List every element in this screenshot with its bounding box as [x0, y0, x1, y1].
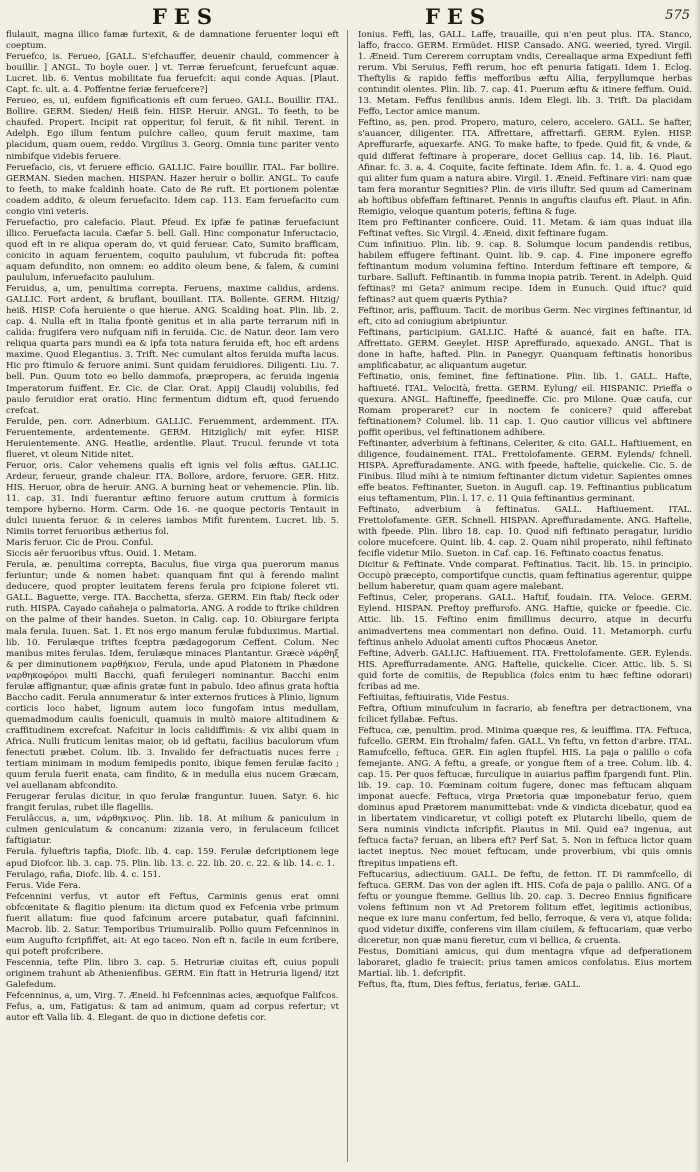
dictionary-entry: Feftinus, Celer, properans. GALL. Haftif, foudain. ITA. Veloce. GERM. Eylend. HISPAN. Preftoy preffurofo. ANG. Haftie, quicke or fpeedie. Cic. Attic. lib. 15. Feftino enim fimillimus decurro, atque in decurfu animadvertens mea commentari non defino. Ouid. 11. Metamorph. curfu feftinus anhelo Aduolat amenti cuftos Phocæus Anetor.	[358, 593, 692, 648]
dictionary-entry: Feruidus, a, um, penultima correpta. Feruens, maxime calidus, ardens. GALLIC. Fort ardent, & bruflant, bouillant. ITA. Bollente. GERM. Hitzig/ heiß. HISP. Cofa heruiente o que hierue. ANG. Scalding hoat. Plin. lib. 2. cap. 4. Nulla eft in Italia fpontè genitus et in alia parte terrarum nifi in calida: frugifera vero nufquam nifi in feruida. Cic. de Natur. deor. Iam vero reliqua quarta pars mundi ea & ipfa tota natura feruida eft, hoc eft ardens maxime. Quod Elegantius. 3. Trift. Nec cumulant altos feruida mufta lacus. Hic pro ftimulo & feruore animi. Sunt quidam feruidiores. Diligenti. Liu. 7. bell. Pun. Quum toto eo bello dammofa, præpropera, ac feruida ingenia Imperatorum fuiffent. Er. Cic. de Clar. Orat. Appij Claudij volubilis, fed paulo feruidior erat oratio. Hinc fermentum didtum eft, quod feruendo crefcat.	[6, 284, 339, 416]
dictionary-entry: Feftinatio, onis, feminet, fine feftinatione. Plin. lib. 1. GALL. Hafte, haftiueté. ITAL. Velocità, fretta. GERM. Eylung/ eil. HISPANIC. Prieffa o quexura. ANGL. Haftineffe, fpeedineffe. Cic. pro Milone. Quæ caufa, cur Romam properaret? cur in noctem fe conicere? quid afferebat feftinationem? Columel. lib. 11 cap. 1. Quo cautior villicus vel abftinere poffit operibus, vel feftinationem adhibere.	[358, 372, 692, 438]
dictionary-entry: Ferus. Vide Fera.	[6, 880, 81, 891]
dictionary-entry: Ferulâccus, a, um, νάρθηκινος. Plin. lib. 18. At milium & paniculum in culmen geniculatum & concanum: zizania vero, in ferulaceum fcilicet faftigiatur.	[6, 814, 339, 847]
dictionary-entry: Ferueo, es, ui, eufdem fignificationis eft cum ferueo. GALL. Bouillir. ITAL. Bollire. GERM. Sieden/ Heiß fein. HISP. Heruir. ANGL. To feeth, to be chaufed. Propert. Incipit rat opperitur, fol feruit, & fit nihil. Terent. in Adelph. Ego illum fentum pulchre calleo, quum feruit maxime, tam placidum, quam ouem, reddo. Virgilius 3. Georg. Omnia tunc pariter vento nimbifque videbis feruere.	[6, 96, 339, 162]
dictionary-entry: flulauit, magna illico famæ furtexit, & de damnatione feruenter loqui eft coeptum.	[6, 30, 339, 52]
dictionary-entry: Ferulde, pen. corr. Adnerbium. GALLIC. Feruemment, ardemment. ITA. Feruentemente, ardentemente. GERM. Hitziglich/ mit eyfer. HISP. Heruientemente. ANG. Heatlie, ardentlie. Plaut. Trucul. ferunde vt tota flueret, vt oleum Nitide nitet.	[6, 416, 339, 460]
dictionary-entry: Feftuca, cæ, penultim. prod. Minima quæque res, & leuiffima. ITA. Feftuca, fufcello. GERM. Ein ftrohalm/ fafen. GALL. Vn feftu, vn fetton d'arbre. ITAL. Ramufcello, feftuca. GER. Ein aglen ftupfel. HIS. La paja o palillo o cofa femejante. ANG. A feftu, a greafe, or yongue ftem of a tree. Colum. lib. 4. cap. 15. Per quos feftucæ, furculique in auiarius paffim fpargendi funt. Plin. lib. 19. cap. 10. Fœminam coitum fugere, donec mas feftucam aliquam imponat auecfe. Feftuca, virga Prætoria quæ imponebatur feruo, quem dominus apud Prætorem manumittebat: vnde & vindicta dicebatur, quod ea in libertatem vindicaretur, vt colligi poteft ex Plutarchi libello, quem de Sera numinis vindicta infcripfit. Plautus in Mil. Quid ea? ingenua, aut feftuca facta? feruan, an libera eft? Perf Sat. 5. Non in feftuca lictor quam iactet ineptus. Nec mouet feftucam, unde proverbium, vbi quis omnis ftrepitus impatiens eft.	[358, 725, 692, 869]
dictionary-entry: Ferula, æ. penultima correpta, Baculus, fiue virga qua puerorum manus feriuntur; unde & nomen habet: quanquam fint qui à ferendo malint deducere, quod propter leuitatem ferens ferula pro fcipione foleret vti. GALL. Baguette, verge. ITA. Bacchetta, sferza. GERM. Ein ftab/ fteck oder ruth. HISPA. Cayado cañaheja o palmatoria. ANG. A rodde to ftrike children on the palme of their handes. Sueton. in Calig. cap. 10. Obiurgare feripta mala ferula. Iuuen. Sat. 1. Et nos ergo manum ferulæ fubduximus. Martial. lib. 10. Ferulæque triftes fceptra pædagogorum Ceffent. Colum. Nec manibus mites ferulas. Idem, ferulæque minaces Plantantur. Græcè νάρθηξ & per diminutionem ναρθήκιον, Ferula, unde apud Platonem in Phædone ναρθηκοφόροι multi Bacchi, quafi ferulegeri nominantur. Bacchi enim ferulæ affignantur, quæ afinis gratæ funt in pabulo. Ideo afinus grata hoftia Baccho cadit. Ferula annumeratur & inter externos frutices à Plinio, lignum corticis loco habet, lignum autem loco fungofam intus medullam, quemadmodum caulis foeniculi, quamuis in multò maiore altitudinem & craffitudinem excrefcat. Nafcitur in locis calidiffimis: & vix alibi quam in Africa. Nulli fruticum lenitas maior, ob id geftatu, facilius baculorum vfum fenectuti præbet. Colum. lib. 3. Invalido fer defractuatis nuces ferre ; tertiam minimam in modum femipedis ponito, ibique femen ferulæ facito ; quum ferula fuerit enata, cam findito, & in medulla eius nucem Græcam, vel auellanam abfcondito.	[6, 560, 339, 792]
column-divider	[347, 30, 348, 1162]
dictionary-entry: Dicitur & Feftinate. Vnde comparat. Feftinatius. Tacit. lib. 15. in principio. Occupò præcepto, comportifque cunctis, quam feftinatius agerentur, quippe bellum haberetur, quam quam agere malebant.	[358, 560, 692, 593]
dictionary-entry: Ionius. Feffi, las, GALL. Laffe, trauaille, qui n'en peut plus. ITA. Stanco, laffo, fracco. GERM. Ermüdet. HISP. Cansado. ANG. weeried, tyred. Virgil. 1. Æneid. Tum Cererem corruptam vndis, Cerealiaque arma Expediunt feffi rerum. Vbi Seruius, Feffi rerum, hoc eft penuria fatigati. Idem 1. Eclog. Theftylis & rapido feffis mefforibus æftu Allia, ferpyllumque herbas contundit olentes. Plin. lib. 7. cap. 41. Puerum æftu & itinere feffum. Ouid. 13. Metam. Feffus fenilibus annis. Idem Elegi. lib. 3. Trift. Da placidam Feffo, Lector amice manum.	[358, 30, 692, 118]
dictionary-entry: Feftino, as, pen. prod. Propero, maturo, celero, accelero. GALL. Se hafter, s'auancer, diligenter. ITA. Affrettare, affrettarfi. GERM. Eylen. HISP. Apreffurarfe, aquexarfe. ANG. To make hafte, to fpede. Quid fit, & vnde, & quid differat feftinare à properare, docet Gellius cap. 14, lib. 16. Plaut. Afinar. fc. 3. a. 4. Coquite, facite feftinate. Idem Afin. fc. 1. a. 4. Quod ego qui aliter fum quam a natura abire. Virgil. 1. Æneid. Feftinare viri: nam quæ tam fera morantur Segnities? Plin. de viris illuftr. Sed quum ad Camerinam ab hoftibus obfeffam feftinaret. Pennis in anguftis claufus eft. Plaut. in Afin. Remigio, veloque quantum poteris, feftina & fuge.	[358, 118, 692, 217]
dictionary-entry: Feftinanter, adverbium à feftinans, Celeriter, & cito. GALL. Haftiuement, en diligence, foudainement. ITAL. Frettolofamente. GERM. Eylends/ fchnell. HISPA. Apreffuradamente. ANG. with fpeede, haftelie, quickelie. Cic. 5. de Finibus. Illud mihi à te nimium feftinanter dictum videtur. Sapientes omnes effe beatos. Feftinanter, Sueton. in Augufl. cap. 19. Feftinantius publicatum eius teftamentum, Plin. l. 17. c. 11 Quia feftinantius germinant.	[358, 438, 692, 504]
dictionary-entry: Feftinato, adverbium à feftinatus. GALL. Haftiuement. ITAL. Frettolofamente. GER. Schnell. HISPAN. Apreffuradamente. ANG. Haftelie, with fpeede. Plin. libro 18. cap. 10. Quod nifi feftinato peragatur, luridio colore mucefcere. Quint. lib. 4. cap. 2. Quam nihil properato, nihil feftinato fecifle videtur Milo. Sueton. in Caf. cap. 16. Feftinato coactus fenatus.	[358, 505, 692, 560]
dictionary-entry: Feftiuitas, feftiuiratis, Vide Festus.	[358, 692, 510, 703]
dictionary-entry: Feftinans, participium. GALLIC. Hafté & auancé, fait en hafte. ITA. Affrettato. GERM. Geeylet. HISP. Apreffurado, aquexado. ANGL. That is done in hafte, hafted. Plin. in Panegyr. Quanquam feftinatis honoribus amplificabatur, ac aliquantum augetur.	[358, 328, 692, 372]
right-column	[358, 30, 692, 1162]
dictionary-entry: Siccis aër feruoribus vftus. Ouid. 1. Metam.	[6, 549, 197, 560]
dictionary-entry: Ferula. fylueftris tapfia, Diofc. lib. 4. cap. 159. Ferulæ defcriptionem lege apud Diofcor. lib. 3. cap. 75. Plin. lib. 13. c. 22. lib. 20. c. 22. & lib. 14. c. 1.	[6, 847, 339, 869]
dictionary-entry: Fefcenninus, a, um, Virg. 7. Æneid. hi Fefcenninas acies, æquofque Falifcos.	[6, 991, 339, 1002]
dictionary-entry: Feftra, Oftium minufculum in facrario, ab feneftra per detractionem, vna fcilicet fyllabæ. Feftus.	[358, 703, 692, 725]
running-head-left: FES	[152, 4, 220, 29]
left-column	[6, 30, 339, 1162]
dictionary-entry: Ferugerar ferulas dicitur, in quo ferulæ franguntur. Iuuen. Satyr. 6. hic frangit ferulas, rubet ille flagellis.	[6, 792, 339, 814]
dictionary-entry: Fescennia, tefte Plin. libro 3. cap. 5. Hetruriæ ciuitas eft, cuius populi originem trahunt ab Athenienfibus. GERM. Ein ftatt in Hetruria ligend/ itzt Galefedum.	[6, 957, 339, 991]
dictionary-entry: Maris feruor. Cic de Prou. Conful.	[6, 538, 154, 549]
dictionary-entry: Feftinor, aris, paffiuum. Tacit. de moribus Germ. Nec virgines feftinantur, id eft, cito ad coniugium abripiuntur.	[358, 306, 692, 328]
dictionary-entry: Feruefco, is. Ferueo, [GALL. S'efchauffer, deuenir chauld, commencer à bouillir. ] ANGL. To boyle ouer. ] vt. Terræ feruefcunt, feruefcunt aquæ. Lucret. lib. 6. Ventus mobilitate fua feruefcit: aqui conde Aquas. [Plaut. Capt. fc. ult. a. 4. Poffentne feriæ feruefcere?]	[6, 52, 339, 96]
page-number: 575	[665, 8, 690, 23]
dictionary-entry: Feruefactio, pro calefacio. Plaut. Pfeud. Ex ipfæ fe patinæ feruefaciunt illico. Feruefacta iacula. Cæfar 5. bell. Gall. Hinc componatur Infeructacio, quod eft in re aliqua operam do, vt quid feruear. Cato, Sumito brafficam, conicito in aquam feruentem, coquito paululum, vt fubcruda fit: poftea aquam defundito, non omnem: eo addito oleum bene, & falem, & cumini paululum, inferuefacito paululum.	[6, 217, 339, 284]
dictionary-entry: Feftucarius, adiectiuum. GALL. De feftu, de fetton. IT. Di rammfcello, di feftuca. GERM. Das von der aglen ift. HIS. Cofa de paja o palillo. ANG. Of a feftu or youngue ftemme. Gellius lib. 20. cap. 3. Decreo Ennius fignificare volens feftinum non vt Ad Pretorem folitum effet, legitimis actionibus, neque ex iure manu confertum, fed bello, ferroque, & vera vi, atque folida: quod videtur dixiffe, conferens vim illam ciuilem, & feftucariam, quæ verbo diceretur, non quæ manu fieretur, cum vi bellica, & cruenta.	[358, 869, 692, 946]
running-head-right: FES	[425, 4, 493, 29]
dictionary-entry: Feftine, Adverb. GALLIC. Haftiuement. ITA. Frettolofamente. GER. Eylends. HIS. Apreffurradamente. ANG. Haftelie, quickelie. Cicer. Attic. lib. 5. Si quid forte de comitiis, de Republica (folcs enim tu hæc feftine odorari) fcribas ad me.	[358, 648, 692, 692]
dictionary-entry: Festus, Domitiani amicus, qui dum mentagra vfque ad defperationem laboraret, gladio fe traiecit: prius tamen amicos confolatus. Eius mortem Martial. lib. 1. defcripfit.	[358, 946, 692, 979]
dictionary-entry: Item pro Feftinanter conficere. Ouid. 11. Metam. & iam quas induat illa Feftinat veftes. Sic Virgil. 4. Æneid. dixit feftinare fugam.	[358, 217, 692, 239]
dictionary-entry: Ferulago, rafia, Diofc. lib. 4. c. 151.	[6, 869, 161, 880]
dictionary-entry: Feruor, oris. Calor vehemens qualis eft ignis vel folis æftus. GALLIC. Ardeur, ferueur, grande chaleur. ITA. Bollore, ardore, feruore. GER. Hitz. HIS. Heruor, obra de heruir. ANG. A burning heat or vehemencie. Plin. lib. 11. cap. 31. Indi fuerantur æftino feruore autum cruttum à formicis tempore hyberno. Horm. Carm. Ode 16. -ne quoque pectoris Tentauit in dulci iuuenta feruor. & in celeres iambos Mifit furentem. Lucret. lib. 5. Nimiis torret feruoribus ætherius fol.	[6, 460, 339, 538]
dictionary-entry: Cum infinitiuo. Plin. lib. 9. cap. 8. Solumque locum pandendis retibus, habilem effugere feftinant. Quint. lib. 9. cap. 4. Fine imponere egreffo feftinantum modum volumina feftino. Interdum feftinare eft tempore, & turbare. Salluft. Feftinantib. in fumma inopia patrib. Terent. in Adelph. Quid feftinas? mi Geta? animum recipe. Idem in Eunuch. Quid iftuc? quid feftinas? aut quem quæris Pythia?	[358, 239, 692, 306]
dictionary-entry: Feruefacio, cis, vt feruere efficio. GALLIC. Faire bouillir. ITAL. Far bollire. GERMAN. Sieden machen. HISPAN. Hazer heruir o bollir. ANGL. To caufe to feeth, to make fcaldinh hoate. Cato de Re ruft. Et portionem polentæ coadem addito, & oleum feruefacito. Idem cap. 113. Eam feruefacito cum congio vini veteris.	[6, 162, 339, 217]
page-header	[0, 0, 700, 30]
dictionary-entry: Feftus, fta, ftum, Dies feftus, feriatus, feriæ. GALL.	[358, 980, 581, 991]
page-edge-shadow	[694, 0, 700, 1172]
dictionary-entry: Fefcennini verfus, vt autor eft Feftus, Carminis genus erat omni obfcœnitate & flagitio plenum: ita dictum quod ex Fefcenia vrbe primum fuerit allatum: fiue quod fafcinum arcere putabatur, quafi fafcinnini. Macrob. lib. 2. Satur. Temporibus Triumuiralib. Pollio quum Fefcenninos in eum Augufto fcripfiffet, ait: At ego taceo. Non eft n. facile in eum fcribere, qui poteft profcribere.	[6, 891, 339, 957]
dictionary-entry: Fefus, a, um, Fatigatus: & tam ad animum, quam ad corpus refertur; vt autor eft Valla lib. 4. Elegant. de quo in dictione defetis cor.	[6, 1002, 339, 1024]
